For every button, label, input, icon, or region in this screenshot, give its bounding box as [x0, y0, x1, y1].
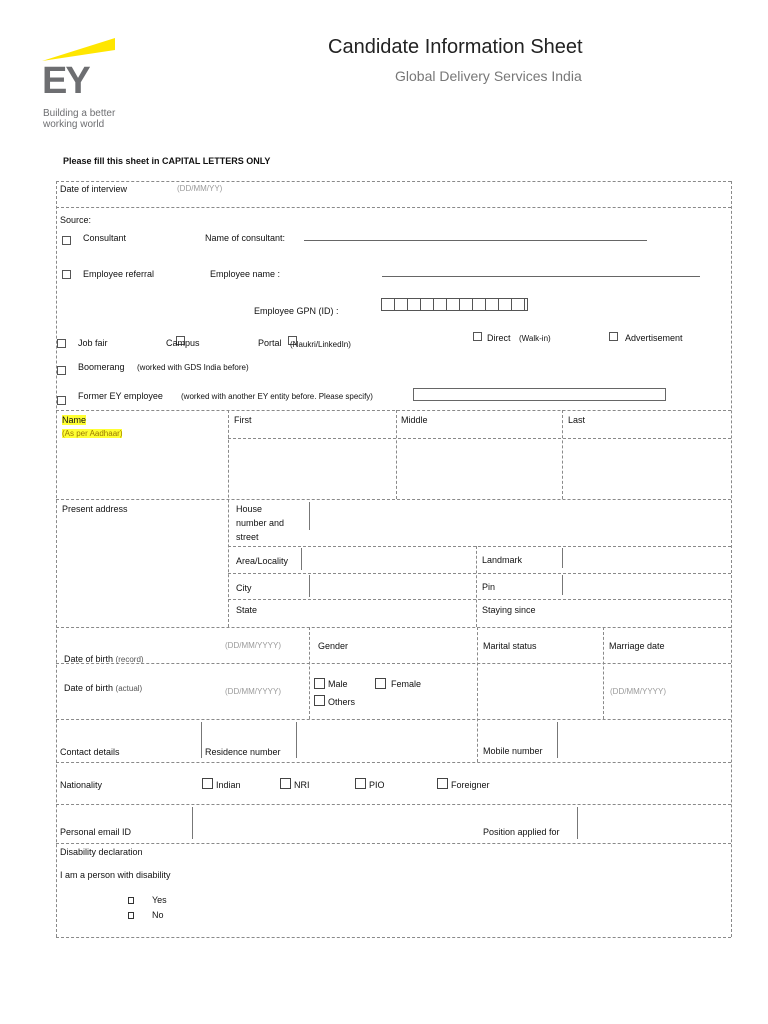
- former-ey-label: Former EY employee: [78, 391, 163, 401]
- name-label: [62, 415, 86, 425]
- first-name-label: First: [234, 415, 252, 425]
- col-rule: [603, 627, 604, 719]
- area-label: Area/Locality: [236, 556, 289, 566]
- pio-checkbox[interactable]: [355, 778, 366, 789]
- consultant-name-label: Name of consultant:: [205, 233, 286, 243]
- gpn-input[interactable]: [381, 298, 528, 311]
- instruction-text: Please fill this sheet in CAPITAL LETTERS ONLY: [63, 156, 271, 166]
- marriage-date-label: Marriage date: [609, 641, 665, 651]
- rule: [56, 663, 731, 664]
- foreigner-checkbox[interactable]: [437, 778, 448, 789]
- contact-label: Contact details: [60, 747, 120, 757]
- former-ey-input[interactable]: [413, 388, 666, 401]
- consultant-name-input[interactable]: [304, 240, 647, 241]
- employee-referral-checkbox[interactable]: [62, 270, 71, 279]
- boomerang-checkbox[interactable]: [57, 366, 66, 375]
- male-label: Male: [328, 679, 348, 689]
- rule: [56, 181, 731, 182]
- job-fair-label: Job fair: [78, 338, 108, 348]
- employee-referral-label: Employee referral: [83, 269, 155, 279]
- rule: [228, 573, 731, 574]
- frame-left: [56, 181, 57, 937]
- col-rule: [228, 410, 229, 627]
- frame-right: [731, 181, 732, 937]
- middle-name-input[interactable]: [398, 440, 560, 497]
- dob-actual-note: (actual): [115, 684, 143, 693]
- page-title: Candidate Information Sheet: [328, 36, 583, 58]
- position-label: Position applied for: [483, 827, 560, 837]
- logo-text: EY: [42, 60, 89, 102]
- employee-name-label: Employee name :: [210, 269, 281, 279]
- position-input[interactable]: [580, 807, 729, 839]
- house-label-1: House: [236, 504, 263, 514]
- last-name-input[interactable]: [564, 440, 729, 497]
- mobile-input[interactable]: [560, 722, 729, 758]
- male-checkbox[interactable]: [314, 678, 325, 689]
- employee-name-input[interactable]: [382, 276, 700, 277]
- city-label: City: [236, 583, 252, 593]
- nri-label: NRI: [294, 780, 310, 790]
- name-note-text: (As per Aadhaar): [62, 429, 123, 438]
- disability-title: Disability declaration: [60, 847, 143, 857]
- rule: [56, 410, 731, 411]
- former-ey-checkbox[interactable]: [57, 396, 66, 405]
- staying-since-label: Staying since: [482, 605, 536, 615]
- former-ey-note: (worked with another EY entity before. Please specify): [181, 392, 373, 401]
- last-name-label: Last: [568, 415, 586, 425]
- email-input[interactable]: [195, 807, 475, 839]
- female-label: Female: [391, 679, 422, 689]
- boomerang-note: (worked with GDS India before): [137, 363, 249, 372]
- rule: [56, 499, 731, 500]
- direct-note: (Walk-in): [519, 334, 551, 343]
- indian-checkbox[interactable]: [202, 778, 213, 789]
- name-note: [62, 429, 122, 438]
- residence-input[interactable]: [299, 722, 475, 758]
- dob-actual-label-text: Date of birth: [64, 683, 114, 693]
- pin-input[interactable]: [565, 575, 729, 597]
- yes-checkbox[interactable]: [128, 897, 134, 904]
- house-label-3: street: [236, 532, 259, 542]
- no-label: No: [152, 910, 164, 920]
- campus-label: Campus: [166, 338, 200, 348]
- gpn-label: Employee GPN (ID) :: [254, 306, 339, 316]
- name-label-text: Name: [62, 415, 87, 425]
- pio-label: PIO: [369, 780, 385, 790]
- landmark-input[interactable]: [565, 548, 729, 571]
- interview-date-field[interactable]: (DD/MM/YY): [177, 184, 223, 193]
- col-rule: [562, 410, 563, 499]
- consultant-checkbox[interactable]: [62, 236, 71, 245]
- gender-label: Gender: [318, 641, 349, 651]
- marriage-date-field[interactable]: (DD/MM/YYYY): [610, 687, 666, 696]
- middle-name-label: Middle: [401, 415, 428, 425]
- rule: [228, 438, 731, 439]
- yes-label: Yes: [152, 895, 167, 905]
- portal-label: Portal: [258, 338, 282, 348]
- boomerang-label: Boomerang: [78, 362, 125, 372]
- col-rule: [396, 410, 397, 499]
- logo-tagline-1: Building a better: [43, 108, 116, 119]
- rule: [228, 599, 731, 600]
- landmark-label: Landmark: [482, 555, 523, 565]
- mobile-label: Mobile number: [483, 746, 543, 756]
- rule: [56, 627, 731, 628]
- advertisement-label: Advertisement: [625, 333, 683, 343]
- consultant-label: Consultant: [83, 233, 127, 243]
- dob-actual-field[interactable]: (DD/MM/YYYY): [225, 687, 281, 696]
- dob-record-note: (record): [115, 655, 144, 664]
- no-checkbox[interactable]: [128, 912, 134, 919]
- dob-actual-label: [64, 683, 142, 693]
- others-label: Others: [328, 697, 356, 707]
- pin-label: Pin: [482, 582, 496, 592]
- col-rule: [477, 627, 478, 762]
- job-fair-checkbox[interactable]: [57, 339, 66, 348]
- logo-tagline-2: working world: [43, 119, 105, 130]
- advertisement-checkbox[interactable]: [609, 332, 618, 341]
- ey-logo: [42, 38, 137, 133]
- source-label: Source:: [60, 215, 92, 225]
- house-label-2: number and: [236, 518, 285, 528]
- rule: [56, 762, 731, 763]
- interview-label: Date of interview: [60, 184, 128, 194]
- rule: [56, 804, 731, 805]
- rule: [56, 207, 731, 208]
- disability-statement: I am a person with disability: [60, 870, 171, 880]
- state-label: State: [236, 605, 258, 615]
- house-input[interactable]: [312, 502, 729, 544]
- indian-label: Indian: [216, 780, 241, 790]
- col-rule: [309, 627, 310, 719]
- female-checkbox[interactable]: [375, 678, 386, 689]
- foreigner-label: Foreigner: [451, 780, 490, 790]
- direct-label: Direct: [487, 333, 511, 343]
- present-address-label: Present address: [62, 504, 128, 514]
- dob-record-label: [64, 654, 144, 664]
- rule: [228, 546, 731, 547]
- dob-record-field[interactable]: (DD/MM/YYYY): [225, 641, 281, 650]
- page-subtitle: Global Delivery Services India: [395, 68, 582, 84]
- residence-label: Residence number: [205, 747, 281, 757]
- email-label: Personal email ID: [60, 827, 132, 837]
- first-name-input[interactable]: [230, 440, 394, 497]
- rule: [56, 719, 731, 720]
- nri-checkbox[interactable]: [280, 778, 291, 789]
- area-input[interactable]: [304, 548, 474, 571]
- others-checkbox[interactable]: [314, 695, 325, 706]
- rule: [56, 937, 731, 938]
- rule: [56, 843, 731, 844]
- direct-checkbox[interactable]: [473, 332, 482, 341]
- col-rule: [476, 546, 477, 627]
- nationality-label: Nationality: [60, 780, 103, 790]
- portal-note: (Naukri/LinkedIn): [290, 340, 351, 349]
- marital-label: Marital status: [483, 641, 537, 651]
- city-input[interactable]: [312, 575, 474, 597]
- dob-record-label-text: Date of birth: [64, 654, 114, 664]
